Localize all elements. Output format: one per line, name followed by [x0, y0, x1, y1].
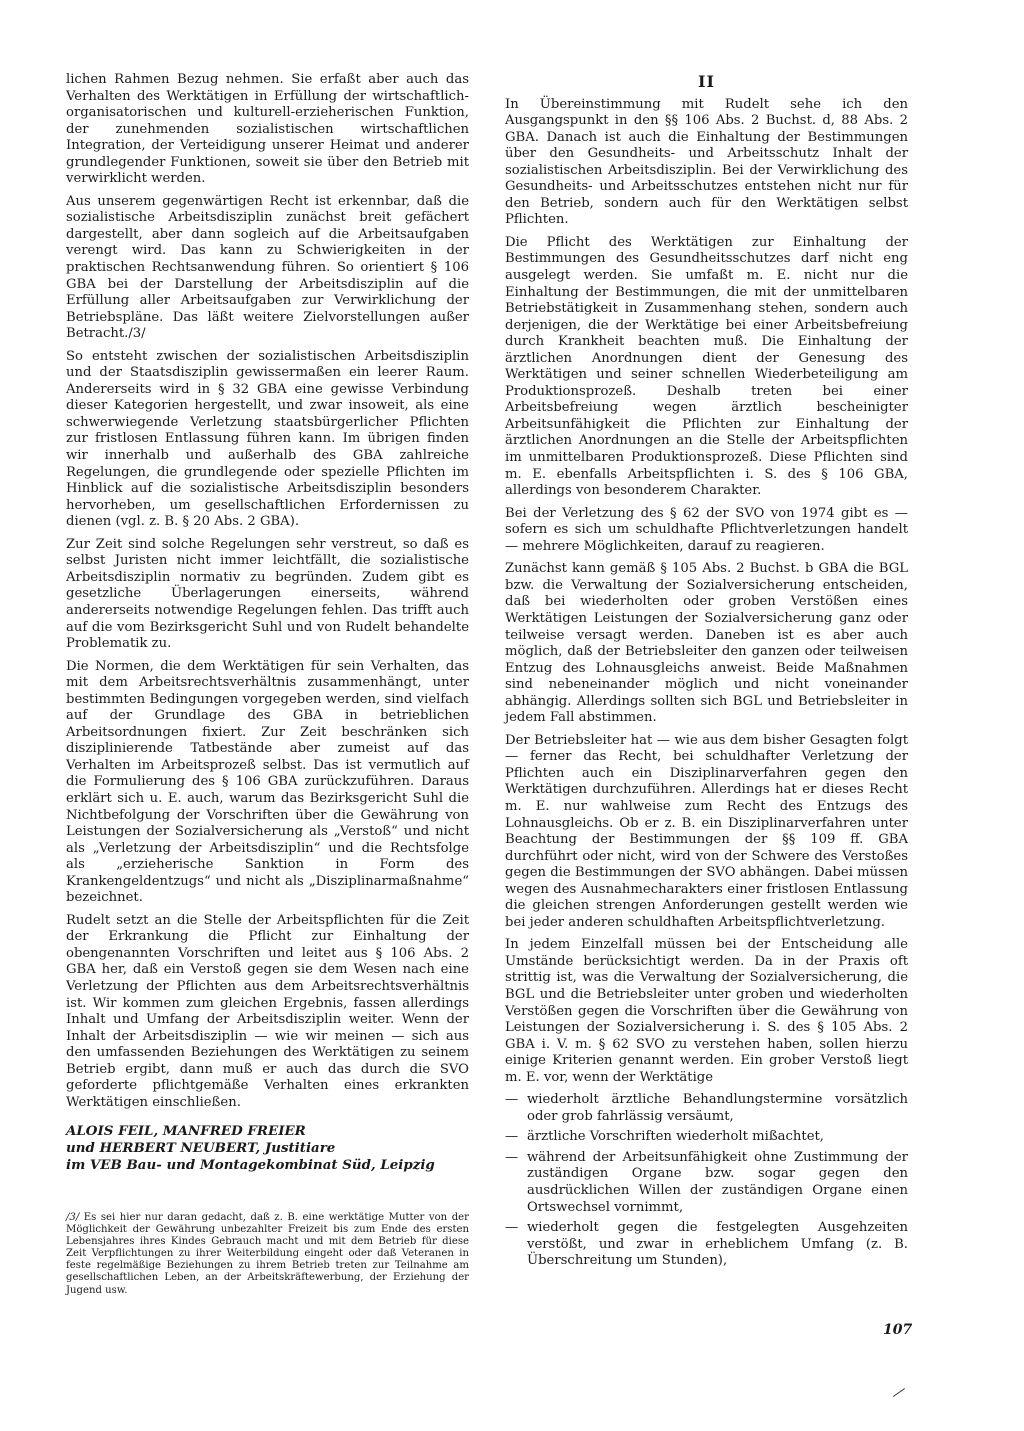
- paragraph: Bei der Verletzung des § 62 der SVO von 1974 gibt es — sofern es sich um schuldhafte Pflichtverletzungen handelt — mehrere Möglichkeiten, darauf zu reagieren.: [505, 505, 908, 554]
- pen-mark: [893, 1388, 905, 1397]
- paragraph: In jedem Einzelfall müssen bei der Entscheidung alle Umstände berücksichtigt werden. Da in der Praxis oft strittig ist, was die Verwaltung der Sozialversicherung, die BGL und die Betriebsleiter unter groben und wiederholten Verstößen gegen die Vorschriften über die Gewährung von Leistungen der Sozialversicherung i. S. des § 105 Abs. 2 GBA i. V. m. § 62 SVO zu verstehen haben, sollen hierzu einige Kriterien genannt werden. Ein grober Verstoß liegt m. E. vor, wenn der Werktätige: [505, 937, 908, 1085]
- left-column: [66, 72, 469, 1174]
- list-item: [505, 1150, 908, 1216]
- footnote-marker: /3/: [66, 1212, 80, 1223]
- page-number: 107: [883, 1322, 913, 1338]
- paragraph: Aus unserem gegenwärtigen Recht ist erkennbar, daß die sozialistische Arbeitsdisziplin zunächst breit gefächert dargestellt, aber dann sogleich auf die Arbeitsaufgaben verengt wird. Das kann zu Schwierigkeiten in der praktischen Rechtsanwendung führen. So orientiert § 106 GBA bei der Darstellung der Arbeitsdisziplin auf die Erfüllung aller Arbeitsaufgaben zur Verwirklichung der Betriebspläne. Das läßt weitere Zielvorstellungen außer Betracht./3/: [66, 193, 469, 342]
- dash-bullet: —: [505, 1220, 519, 1236]
- list-item-text: ärztliche Vorschriften wiederholt mißachtet,: [527, 1129, 824, 1145]
- paragraph: Zur Zeit sind solche Regelungen sehr verstreut, so daß es selbst Juristen nicht immer leichtfällt, die sozialistische Arbeitsdisziplin normativ zu begründen. Zudem gibt es gesetzliche Überlagerungen einerseits, während andererseits notwendige Regelungen fehlen. Das trifft auch auf die vom Bezirksgericht Suhl und von Rudelt behandelte Problematik zu.: [66, 536, 469, 652]
- dash-bullet: —: [505, 1149, 519, 1165]
- author-signature: [66, 1123, 469, 1174]
- list-item-text: während der Arbeitsunfähigkeit ohne Zustimmung der zuständigen Organe bzw. sogar gegen den ausdrücklichen Willen der zuständigen Organe einen Ortswechsel vornimmt,: [527, 1149, 908, 1215]
- right-column: [505, 72, 908, 1274]
- signature-line: ALOIS FEIL, MANFRED FREIER: [66, 1123, 306, 1140]
- list-item-text: wiederholt ärztliche Behandlungstermine vorsätzlich oder grob fahrlässig versäumt,: [527, 1092, 908, 1124]
- footnote-text: Es sei hier nur daran gedacht, daß z. B. eine werktätige Mutter von der Möglichkeit der Gewährung unbezahlter Freizeit bis zum Ende des ersten Lebensjahres ihres Kindes Gebrauch macht und mit dem Betrieb für diese Zeit Verpflichtungen zu ihrer Weiterbildung eingeht oder daß Veteranen in feste regelmäßige Beziehungen zu ihrem Betrieb treten zur Teilnahme am gesellschaftlichen Leben, an der Arbeitskräftewerbung, der Erziehung der Jugend usw.: [66, 1212, 469, 1296]
- dash-bullet: —: [505, 1129, 519, 1145]
- paragraph: In Übereinstimmung mit Rudelt sehe ich den Ausgangspunkt in den §§ 106 Abs. 2 Buchst. d, 88 Abs. 2 GBA. Danach ist auch die Einhaltung der Bestimmungen über den Gesundheits- und Arbeitsschutz Inhalt der sozialistischen Arbeitsdisziplin. Bei der Verwirklichung des Gesundheits- und Arbeitsschutzes entstehen nicht nur für den Betrieb, sondern auch für den Werktätigen selbst Pflichten.: [505, 96, 908, 228]
- paragraph: Die Pflicht des Werktätigen zur Einhaltung der Bestimmungen des Gesundheitsschutzes darf nicht eng ausgelegt werden. Sie umfaßt m. E. nicht nur die Einhaltung der Bestimmungen, die mit der unmittelbaren Betriebstätigkeit in Zusammenhang stehen, sondern auch derjenigen, die der Werktätige bei einer Arbeitsbefreiung durch Krankheit beachten muß. Die Einhaltung der ärztlichen Anordnungen dient der Genesung des Werktätigen und seiner schnellen Wiederbeteiligung am Produktionsprozeß. Deshalb treten bei einer Arbeitsbefreiung wegen ärztlich bescheinigter Arbeitsunfähigkeit die Pflichten zur Einhaltung der ärztlichen Anordnungen an die Stelle der Arbeitspflichten im unmittelbaren Produktionsprozeß. Diese Pflichten sind m. E. ebenfalls Arbeitspflichten i. S. des § 106 GBA, allerdings von besonderem Charakter.: [505, 234, 908, 499]
- criteria-list: [505, 1092, 908, 1269]
- list-item: [505, 1129, 908, 1146]
- paragraph: Die Normen, die dem Werktätigen für sein Verhalten, das mit dem Arbeitsrechtsverhältnis zusammenhängt, unter bestimmten Bedingungen vorgegeben werden, sind vielfach auf der Grundlage des GBA in betrieblichen Arbeitsordnungen fixiert. Zur Zeit beschränken sich disziplinierende Tatbestände aber zumeist auf das Verhalten im Arbeitsprozeß selbst. Das ist vermutlich auf die Formulierung des § 106 GBA zurückzuführen. Daraus erklärt sich u. E. auch, warum das Bezirksgericht Suhl die Nichtbefolgung der Vorschriften über die Gewährung von Leistungen der Sozialversicherung als „Verstoß“ und nicht als „Verletzung der Arbeitsdisziplin“ und die Rechtsfolge als „erzieherische Sanktion in Form des Krankengeldentzugs“ und nicht als „Disziplinarmaßnahme“ bezeichnet.: [66, 658, 469, 906]
- section-heading: II: [698, 72, 715, 91]
- list-item: [505, 1220, 908, 1270]
- paragraph: Der Betriebsleiter hat — wie aus dem bisher Gesagten folgt — ferner das Recht, bei schuldhafter Verletzung der Pflichten auch ein Disziplinarverfahren gegen den Werktätigen durchzuführen. Allerdings hat er dieses Recht m. E. nur wahlweise zum Recht des Entzugs des Lohnausgleichs. Ob er z. B. ein Disziplinarverfahren unter Beachtung der Bestimmungen der §§ 109 ff. GBA durchführt oder nicht, wird von der Schwere des Verstoßes gegen die Bestimmungen der SVO abhängen. Dabei müssen wegen des Ausnahmecharakters einer fristlosen Entlassung die gleichen strengen Anforderungen gestellt werden wie bei jeder anderen schuldhaften Arbeitspflichtverletzung.: [505, 732, 908, 930]
- signature-line: im VEB Bau- und Montagekombinat Süd, Leipzig: [66, 1157, 435, 1174]
- paragraph: So entsteht zwischen der sozialistischen Arbeitsdisziplin und der Staatsdisziplin gewissermaßen ein leerer Raum. Andererseits wird in § 32 GBA eine gewisse Verbindung dieser Kategorien hergestellt, und zwar insoweit, als eine schwerwiegende Verletzung staatsbürgerlicher Pflichten zur fristlosen Entlassung führen kann. Im übrigen finden wir innerhalb und außerhalb des GBA zahlreiche Regelungen, die grundlegende oder spezielle Pflichten im Hinblick auf die sozialistische Arbeitsdisziplin besonders hervorheben, um gesellschaftlichen Erfordernissen zu dienen (vgl. z. B. § 20 Abs. 2 GBA).: [66, 348, 469, 530]
- signature-line: und HERBERT NEUBERT, Justitiare: [66, 1140, 336, 1157]
- paragraph: Zunächst kann gemäß § 105 Abs. 2 Buchst. b GBA die BGL bzw. die Verwaltung der Sozialversicherung entscheiden, daß bei wiederholten oder groben Verstößen eines Werktätigen Leistungen der Sozialversicherung ganz oder teilweise versagt werden. Daneben ist es aber auch möglich, daß der Betriebsleiter den ganzen oder teilweisen Entzug des Lohnausgleichs anweist. Beide Maßnahmen sind nebeneinander möglich und nicht voneinander abhängig. Allerdings sollten sich BGL und Betriebsleiter in jedem Fall abstimmen.: [505, 561, 908, 726]
- paragraph: Rudelt setzt an die Stelle der Arbeitspflichten für die Zeit der Erkrankung die Pflicht zur Einhaltung der obengenannten Vorschriften und leitet aus § 106 Abs. 2 GBA her, daß ein Verstoß gegen sie dem Wesen nach eine Verletzung der Pflichten aus dem Arbeitsrechtsverhältnis ist. Wir kommen zum gleichen Ergebnis, fassen allerdings Inhalt und Umfang der Arbeitsdisziplin weiter. Wenn der Inhalt der Arbeitsdisziplin — wie wir meinen — sich aus den umfassenden Beziehungen des Werktätigen zu seinem Betrieb ergibt, dann muß er auch das durch die SVO geforderte pflichtgemäße Verhalten eines erkrankten Werktätigen einschließen.: [66, 912, 469, 1110]
- list-item-text: wiederholt gegen die festgelegten Ausgehzeiten verstößt, und zwar in erheblichem Umfang (z. B. Überschreitung um Stunden),: [527, 1220, 908, 1269]
- dash-bullet: —: [505, 1092, 519, 1108]
- paragraph: lichen Rahmen Bezug nehmen. Sie erfaßt aber auch das Verhalten des Werktätigen in Erfüllung der wirtschaftlich-organisatorischen und kulturell-erzieherischen Funktion, der zunehmenden sozialistischen wirtschaftlichen Integration, der Verteidigung unserer Heimat und anderer grundlegender Funktionen, soweit sie über den Betrieb mit verwirklicht werden.: [66, 72, 469, 187]
- list-item: [505, 1092, 908, 1125]
- footnote: [66, 1212, 469, 1297]
